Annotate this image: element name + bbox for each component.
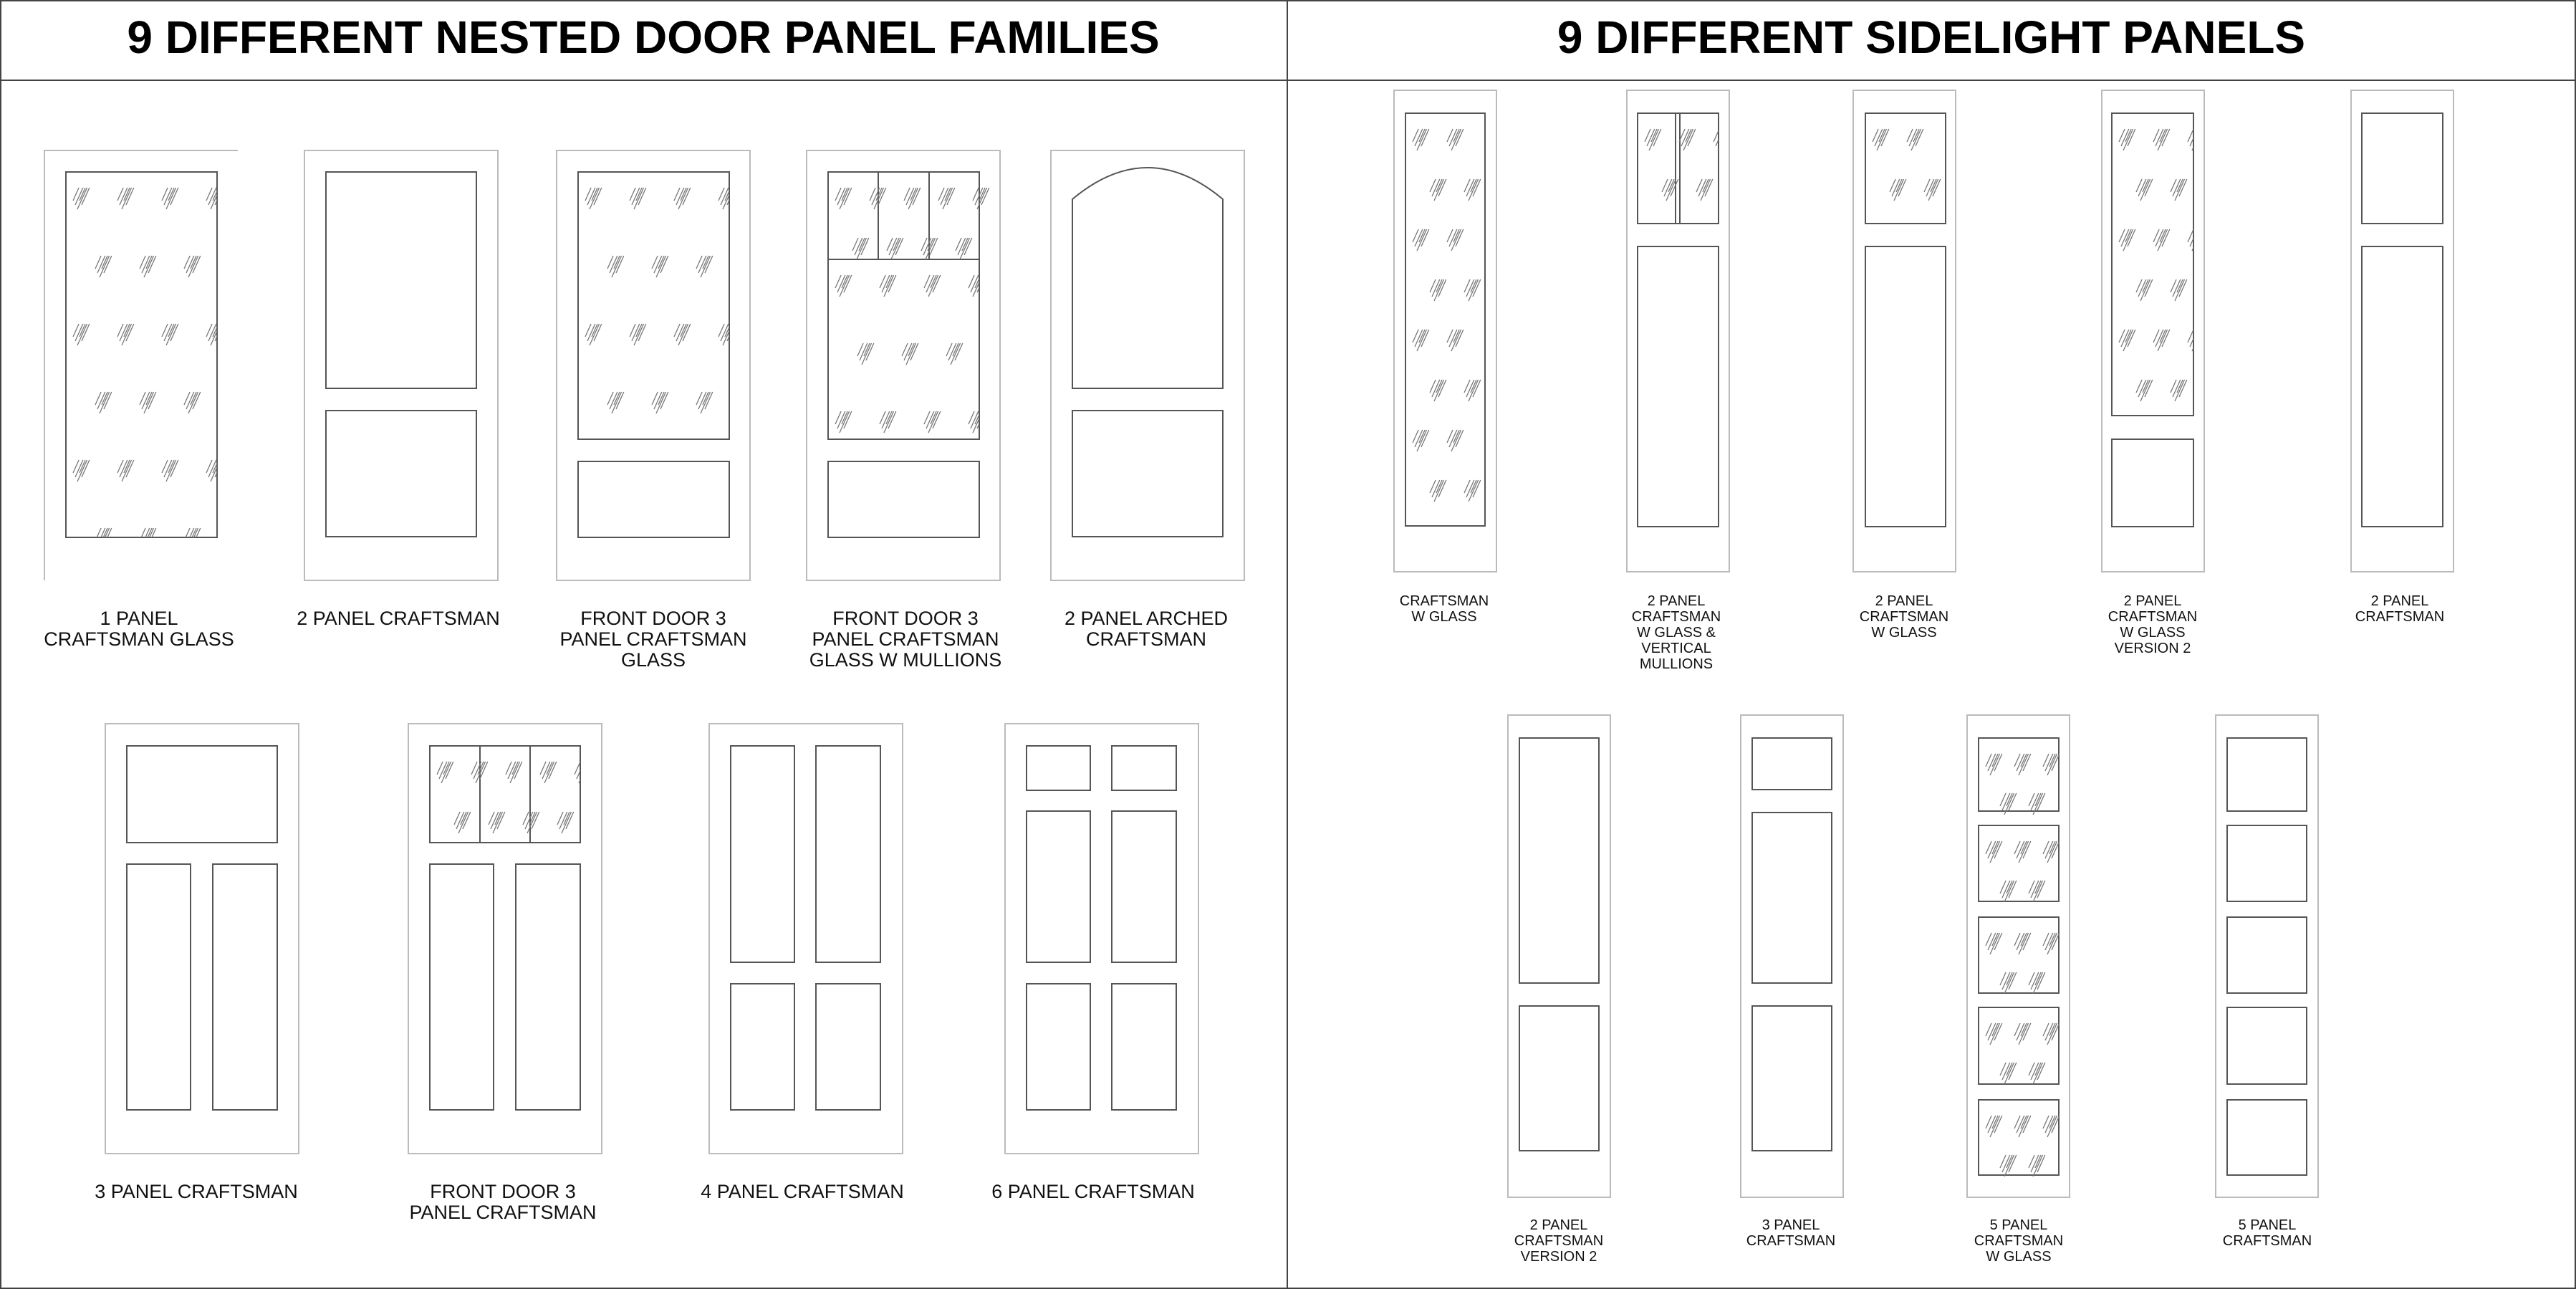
hatch-stroke (612, 392, 622, 413)
hatch-stroke (590, 188, 600, 209)
hatch-stroke (701, 392, 711, 413)
sidelight-5-panel-craftsman (2216, 715, 2318, 1197)
hatch-stroke (884, 411, 894, 433)
hatch-stroke (1990, 1116, 2000, 1137)
label-line: CRAFTSMAN GLASS (44, 628, 234, 650)
glass-hatch (2119, 129, 2204, 401)
door-7-label (409, 1181, 596, 1223)
door-3-label (559, 608, 746, 671)
sidelight-2-panel-craftsman-w-glass (1853, 90, 1956, 572)
hatch-stroke (1990, 933, 2000, 954)
label-line: PANEL CRAFTSMAN (409, 1202, 597, 1223)
hatch-stroke (723, 324, 733, 345)
hatch-stroke (1417, 129, 1427, 150)
hatch-stroke (612, 256, 622, 277)
door-1-panel-craftsman-glass (44, 150, 238, 580)
label-line: CRAFTSMAN (1399, 593, 1489, 609)
glass-hatch (585, 188, 735, 413)
door-2-panel-arched-craftsman (1051, 150, 1244, 580)
label-line: CRAFTSMAN (1859, 609, 1949, 625)
glass-hatch (1986, 1023, 2060, 1084)
hatch-stroke (77, 188, 87, 209)
hatch-stroke (100, 256, 110, 277)
sidelight-4-label (2108, 593, 2197, 656)
label-line: W GLASS (1986, 1249, 2052, 1265)
door-2-panel-craftsman (304, 150, 498, 580)
hatch-stroke (1666, 179, 1676, 201)
label-line: 2 PANEL (1647, 593, 1706, 609)
hatch-stroke (2019, 1023, 2029, 1045)
door-front-door-3-panel-craftsman (408, 724, 602, 1154)
label-line: VERTICAL (1641, 641, 1711, 656)
hatch-stroke (928, 411, 938, 433)
label-line: FRONT DOOR 3 (430, 1181, 576, 1202)
hatch-stroke (2047, 754, 2057, 775)
glass-hatch (1413, 129, 1481, 502)
hatch-stroke (1434, 179, 1444, 201)
hatch-stroke (184, 528, 190, 541)
hatch-stroke (840, 411, 850, 433)
hatch-stroke (926, 238, 936, 259)
sidelight-2-panel-craftsman-w-glass-version-2 (2102, 90, 2204, 572)
door-front-door-3-panel-craftsman-glass (557, 150, 750, 580)
label-line: PANEL CRAFTSMAN (559, 628, 747, 650)
hatch-stroke (2123, 229, 2133, 251)
hatch-stroke (1718, 129, 1728, 150)
label-line: FRONT DOOR 3 (580, 608, 726, 629)
hatch-stroke (857, 238, 867, 259)
hatch-stroke (2004, 1063, 2014, 1084)
hatch-stroke (2033, 1063, 2043, 1084)
hatch-stroke (2196, 129, 2204, 146)
label-line: 2 PANEL (1875, 593, 1933, 609)
sidelight-9-label (2223, 1217, 2312, 1249)
hatch-stroke (973, 275, 983, 297)
hatch-stroke (862, 343, 872, 365)
label-line: CRAFTSMAN (1631, 609, 1721, 625)
hatch-stroke (2033, 881, 2043, 902)
hatch-stroke (166, 460, 176, 481)
hatch-stroke (1683, 129, 1693, 150)
sidelight-5-label (2355, 593, 2444, 625)
door-5-label (1064, 608, 1228, 650)
hatch-stroke (510, 762, 520, 783)
hatch-stroke (943, 188, 953, 209)
label-line: 2 PANEL ARCHED (1064, 608, 1229, 629)
hatch-stroke (960, 238, 970, 259)
label-line: 3 PANEL (1762, 1217, 1820, 1233)
hatch-stroke (891, 238, 901, 259)
glass-hatch (1986, 841, 2060, 902)
hatch-stroke (100, 392, 110, 413)
hatch-stroke (1877, 129, 1887, 150)
glass-hatch (835, 275, 985, 433)
hatch-stroke (2175, 279, 2185, 301)
door-4-label (809, 608, 1002, 671)
hatch-stroke (1469, 380, 1479, 401)
hatch-stroke (144, 256, 154, 277)
sidelight-3-panel-craftsman (1741, 715, 1843, 1197)
door-front-door-3-panel-craftsman-glass-w-mullions (807, 150, 1000, 580)
hatch-stroke (2019, 933, 2029, 954)
door-8-label (701, 1181, 904, 1202)
glass-hatch (1986, 933, 2060, 994)
hatch-stroke (1434, 480, 1444, 502)
hatch-stroke (908, 188, 918, 209)
hatch-stroke (1434, 380, 1444, 401)
hatch-stroke (2019, 1116, 2029, 1137)
hatch-stroke (1720, 129, 1726, 142)
label-line: FRONT DOOR 3 (832, 608, 979, 629)
hatch-stroke (701, 256, 711, 277)
hatch-stroke (1469, 279, 1479, 301)
label-line: GLASS W MULLIONS (809, 649, 1002, 671)
hatch-stroke (1451, 330, 1461, 351)
hatch-stroke (2175, 179, 2185, 201)
hatch-stroke (2019, 841, 2029, 863)
hatch-stroke (2047, 841, 2057, 863)
hatch-stroke (678, 188, 688, 209)
hatch-stroke (144, 528, 154, 550)
sidelight-7-label (1746, 1217, 1835, 1249)
label-line: 1 PANEL (100, 608, 178, 629)
hatch-stroke (77, 460, 87, 481)
door-4-panel-craftsman (709, 724, 903, 1154)
hatch-stroke (2033, 972, 2043, 994)
hatch-stroke (1990, 841, 2000, 863)
label-line: 3 PANEL CRAFTSMAN (95, 1181, 298, 1202)
sidelight-3-label (1860, 593, 1948, 641)
hatch-stroke (2158, 129, 2168, 150)
hatch-stroke (951, 343, 961, 365)
hatch-stroke (656, 392, 666, 413)
label-line: CRAFTSMAN (1746, 1233, 1836, 1249)
sidelight-8-label (1974, 1217, 2063, 1265)
label-line: 6 PANEL CRAFTSMAN (991, 1181, 1195, 1202)
label-line: CRAFTSMAN (2108, 609, 2198, 625)
hatch-stroke (928, 275, 938, 297)
hatch-stroke (458, 812, 468, 833)
hatch-stroke (723, 188, 733, 209)
sidelight-craftsman-w-glass (1394, 90, 1496, 572)
left-title: 9 DIFFERENT NESTED DOOR PANEL FAMILIES (127, 11, 1160, 63)
hatch-stroke (1451, 229, 1461, 251)
hatch-stroke (188, 528, 198, 550)
glass-hatch (1986, 754, 2060, 815)
hatch-stroke (544, 762, 554, 783)
hatch-stroke (2196, 229, 2204, 246)
sidelight-6-label (1514, 1217, 1603, 1265)
hatch-stroke (144, 392, 154, 413)
hatch-stroke (100, 528, 110, 550)
door-6-label (95, 1181, 298, 1202)
hatch-stroke (1451, 430, 1461, 451)
hatch-stroke (2004, 1155, 2014, 1177)
hatch-stroke (2140, 279, 2150, 301)
label-line: 2 PANEL (2123, 593, 2182, 609)
hatch-stroke (140, 528, 145, 541)
hatch-stroke (840, 275, 850, 297)
glass-hatch (73, 188, 223, 550)
label-line: 2 PANEL (1529, 1217, 1588, 1233)
hatch-stroke (2175, 380, 2185, 401)
hatch-stroke (188, 256, 198, 277)
hatch-stroke (166, 324, 176, 345)
glass-hatch (1873, 129, 1941, 201)
hatch-stroke (840, 188, 850, 209)
hatch-stroke (1649, 129, 1659, 150)
hatch-stroke (2004, 881, 2014, 902)
hatch-stroke (2194, 229, 2200, 242)
hatch-stroke (95, 528, 101, 541)
hatch-stroke (77, 324, 87, 345)
sidelight-2-label (1632, 593, 1721, 672)
label-line: W GLASS (2120, 625, 2186, 641)
hatch-stroke (441, 762, 451, 783)
hatch-stroke (1990, 754, 2000, 775)
hatch-stroke (2140, 380, 2150, 401)
hatch-stroke (122, 188, 132, 209)
label-line: 2 PANEL (2370, 593, 2429, 609)
door-1-label (44, 608, 234, 650)
hatch-stroke (188, 392, 198, 413)
hatch-stroke (122, 324, 132, 345)
label-line: 2 PANEL CRAFTSMAN (297, 608, 500, 629)
hatch-stroke (1469, 480, 1479, 502)
label-line: PANEL CRAFTSMAN (812, 628, 999, 650)
label-line: W GLASS (1411, 609, 1477, 625)
glass-hatch (437, 762, 591, 833)
label-line: 5 PANEL (1989, 1217, 2048, 1233)
label-line: GLASS (620, 649, 686, 671)
label-line: 5 PANEL (2238, 1217, 2297, 1233)
hatch-stroke (1716, 129, 1724, 146)
hatch-stroke (1928, 179, 1938, 201)
hatch-stroke (2123, 330, 2133, 351)
label-line: CRAFTSMAN (2355, 609, 2445, 625)
glass-hatch (1986, 1116, 2060, 1177)
hatch-stroke (122, 460, 132, 481)
hatch-stroke (2047, 1116, 2057, 1137)
hatch-stroke (634, 324, 644, 345)
hatch-stroke (2033, 1155, 2043, 1177)
sidelight-2-panel-craftsman (2351, 90, 2454, 572)
glass-hatch-top (835, 188, 989, 259)
label-line: CRAFTSMAN (1086, 628, 1206, 650)
door-9-label (991, 1181, 1195, 1202)
hatch-stroke (2158, 229, 2168, 251)
hatch-stroke (2123, 129, 2133, 150)
hatch-stroke (211, 460, 221, 481)
label-line: CRAFTSMAN (1974, 1233, 2064, 1249)
hatch-stroke (1894, 179, 1904, 201)
hatch-stroke (1417, 430, 1427, 451)
label-line: VERSION 2 (2114, 641, 2191, 656)
hatch-stroke (583, 762, 591, 779)
label-line: W GLASS (1871, 625, 1937, 641)
sidelight-2-panel-craftsman-version-2 (1508, 715, 1610, 1197)
sidelight-2-panel-craftsman-w-glass-vertical-mullions (1627, 90, 1730, 572)
hatch-stroke (678, 324, 688, 345)
hatch-stroke (2004, 972, 2014, 994)
glass-hatch (1645, 129, 1730, 201)
door-3-panel-craftsman (105, 724, 299, 1154)
hatch-stroke (1469, 179, 1479, 201)
hatch-stroke (1701, 179, 1711, 201)
hatch-stroke (1417, 330, 1427, 351)
hatch-stroke (2194, 129, 2200, 142)
right-title: 9 DIFFERENT SIDELIGHT PANELS (1557, 11, 2306, 63)
hatch-stroke (2047, 1023, 2057, 1045)
hatch-stroke (211, 324, 221, 345)
hatch-stroke (634, 188, 644, 209)
label-line: CRAFTSMAN (2222, 1233, 2312, 1249)
sidelight-1-label (1400, 593, 1489, 625)
label-line: VERSION 2 (1520, 1249, 1597, 1265)
hatch-stroke (581, 762, 587, 775)
hatch-stroke (527, 812, 537, 833)
label-line: W GLASS & (1636, 625, 1716, 641)
hatch-stroke (1417, 229, 1427, 251)
hatch-stroke (2194, 330, 2200, 342)
hatch-stroke (973, 411, 983, 433)
hatch-stroke (656, 256, 666, 277)
door-2-label (297, 608, 500, 629)
hatch-stroke (562, 812, 572, 833)
hatch-stroke (166, 188, 176, 209)
hatch-stroke (211, 188, 221, 209)
label-line: CRAFTSMAN (1514, 1233, 1604, 1249)
label-line: 4 PANEL CRAFTSMAN (701, 1181, 904, 1202)
hatch-stroke (2158, 330, 2168, 351)
hatch-stroke (1990, 1023, 2000, 1045)
hatch-stroke (493, 812, 503, 833)
hatch-stroke (1434, 279, 1444, 301)
hatch-stroke (906, 343, 916, 365)
hatch-stroke (2019, 754, 2029, 775)
hatch-stroke (2140, 179, 2150, 201)
hatch-stroke (2196, 330, 2204, 347)
door-6-panel-craftsman (1005, 724, 1198, 1154)
hatch-stroke (2047, 933, 2057, 954)
hatch-stroke (1911, 129, 1921, 150)
hatch-stroke (884, 275, 894, 297)
hatch-stroke (590, 324, 600, 345)
label-line: MULLIONS (1639, 656, 1714, 672)
sidelight-5-panel-craftsman-w-glass (1967, 715, 2070, 1197)
hatch-stroke (1451, 129, 1461, 150)
